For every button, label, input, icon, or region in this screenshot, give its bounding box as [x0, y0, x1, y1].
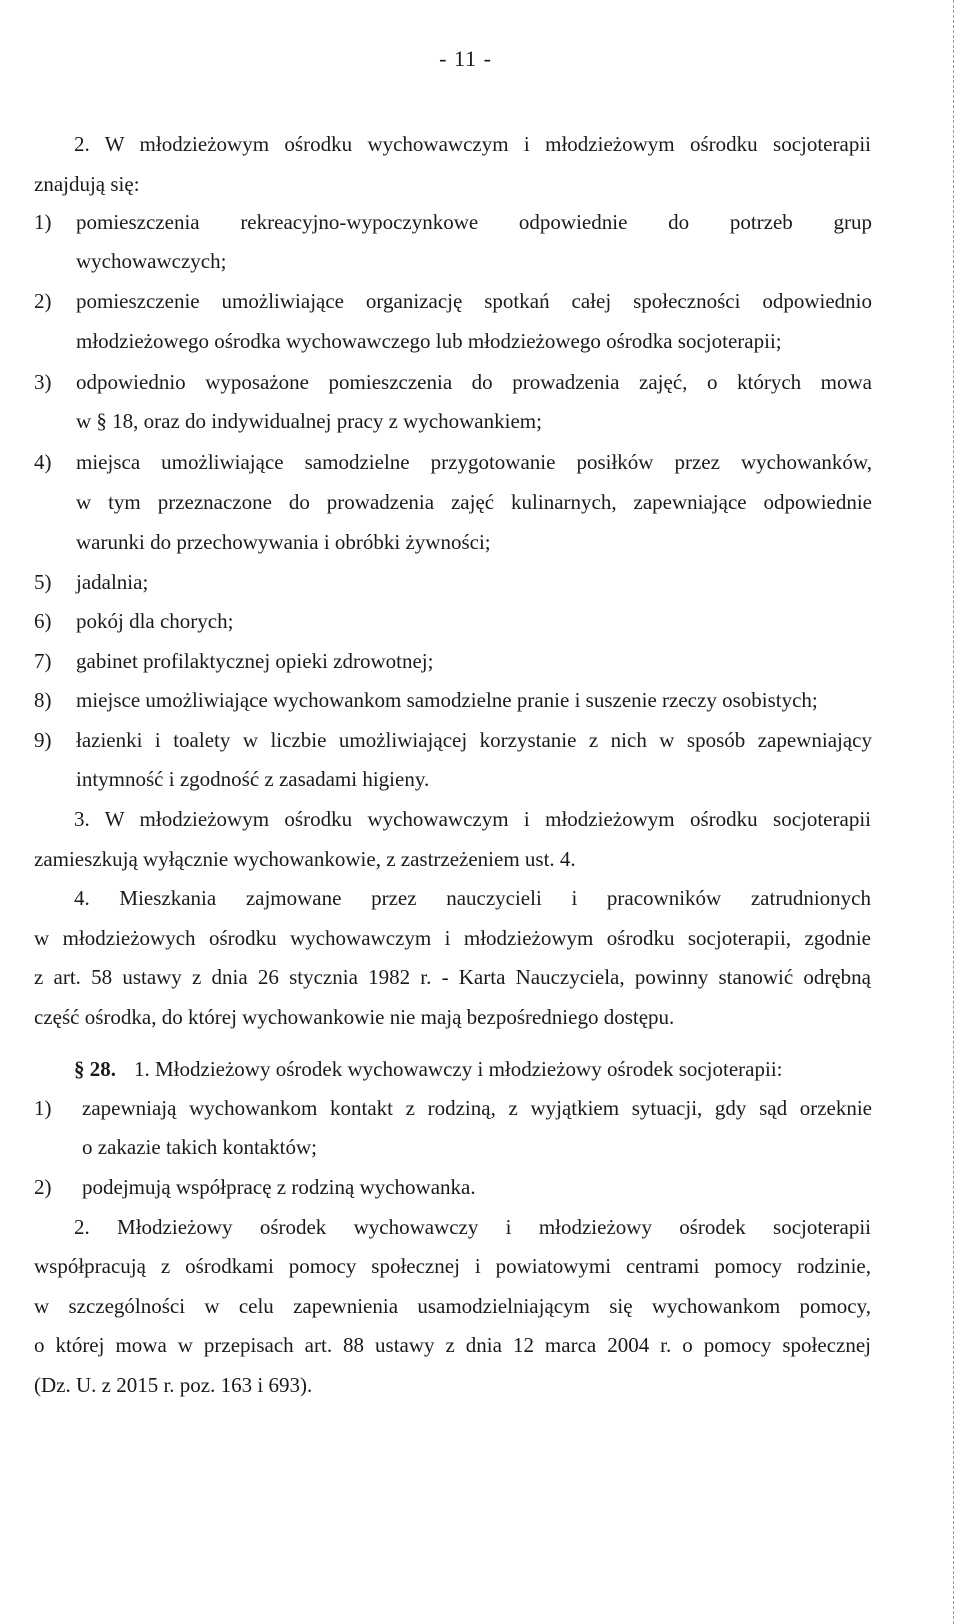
text-line: pokój dla chorych;	[76, 609, 234, 633]
item-number: 2)	[34, 1175, 52, 1199]
text-line: łazienki i toalety w liczbie umożliwiającej korzystanie z nich w sposób zapewniający	[76, 728, 872, 752]
item-number: 8)	[34, 688, 52, 712]
text-line: o której mowa w przepisach art. 88 ustawy z dnia 12 marca 2004 r. o pomocy społecznej	[34, 1333, 871, 1357]
text-line: miejsca umożliwiające samodzielne przygotowanie posiłków przez wychowanków,	[76, 450, 872, 474]
text-line: zapewniają wychowankom kontakt z rodziną, z wyjątkiem sytuacji, gdy sąd orzeknie	[82, 1096, 872, 1120]
text-line: znajdują się:	[34, 172, 140, 196]
text-line: pomieszczenia rekreacyjno-wypoczynkowe odpowiednie do potrzeb grup	[76, 210, 872, 234]
text-line: podejmują współpracę z rodziną wychowanka.	[82, 1175, 476, 1199]
item-number: 4)	[34, 450, 52, 474]
page-edge	[953, 0, 954, 1624]
text-line: odpowiednio wyposażone pomieszczenia do prowadzenia zajęć, o których mowa	[76, 370, 872, 394]
item-number: 5)	[34, 570, 52, 594]
text-line: 2. W młodzieżowym ośrodku wychowawczym i młodzieżowym ośrodku socjoterapii	[74, 132, 871, 156]
section-heading: § 28.	[74, 1057, 116, 1081]
text-line: miejsce umożliwiające wychowankom samodzielne pranie i suszenie rzeczy osobistych;	[76, 688, 818, 712]
text-line: intymność i zgodność z zasadami higieny.	[76, 767, 430, 791]
text-line: zamieszkują wyłącznie wychowankowie, z zastrzeżeniem ust. 4.	[34, 847, 576, 871]
text-line: w tym przeznaczone do prowadzenia zajęć kulinarnych, zapewniające odpowiednie	[76, 490, 872, 514]
text-line: o zakazie takich kontaktów;	[82, 1135, 317, 1159]
text-line: młodzieżowego ośrodka wychowawczego lub młodzieżowego ośrodka socjoterapii;	[76, 329, 782, 353]
text-line: 3. W młodzieżowym ośrodku wychowawczym i młodzieżowym ośrodku socjoterapii	[74, 807, 871, 831]
text-line: (Dz. U. z 2015 r. poz. 163 i 693).	[34, 1373, 313, 1397]
text-line: część ośrodka, do której wychowankowie nie mają bezpośredniego dostępu.	[34, 1005, 675, 1029]
text-line: w § 18, oraz do indywidualnej pracy z wychowankiem;	[76, 409, 542, 433]
text-line: w młodzieżowych ośrodku wychowawczym i młodzieżowym ośrodku socjoterapii, zgodnie	[34, 926, 871, 950]
text-line: 4. Mieszkania zajmowane przez nauczycieli i pracowników zatrudnionych	[74, 886, 871, 910]
text-line: warunki do przechowywania i obróbki żywności;	[76, 530, 491, 554]
item-number: 6)	[34, 609, 52, 633]
text-line: 1. Młodzieżowy ośrodek wychowawczy i młodzieżowy ośrodek socjoterapii:	[134, 1057, 783, 1081]
text-line: jadalnia;	[76, 570, 149, 594]
item-number: 9)	[34, 728, 52, 752]
item-number: 1)	[34, 210, 52, 234]
text-line: z art. 58 ustawy z dnia 26 stycznia 1982 r. - Karta Nauczyciela, powinny stanowić odrębną	[34, 965, 871, 989]
item-number: 2)	[34, 289, 52, 313]
item-number: 3)	[34, 370, 52, 394]
page-number: - 11 -	[439, 46, 492, 71]
text-line: gabinet profilaktycznej opieki zdrowotnej;	[76, 649, 434, 673]
item-number: 7)	[34, 649, 52, 673]
text-line: wychowawczych;	[76, 249, 227, 273]
text-line: współpracują z ośrodkami pomocy społecznej i powiatowymi centrami pomocy rodzinie,	[34, 1254, 871, 1278]
text-line: 2. Młodzieżowy ośrodek wychowawczy i młodzieżowy ośrodek socjoterapii	[74, 1215, 871, 1239]
text-line: w szczególności w celu zapewnienia usamodzielniającym się wychowankom pomocy,	[34, 1294, 871, 1318]
item-number: 1)	[34, 1096, 52, 1120]
text-line: pomieszczenie umożliwiające organizację spotkań całej społeczności odpowiednio	[76, 289, 872, 313]
